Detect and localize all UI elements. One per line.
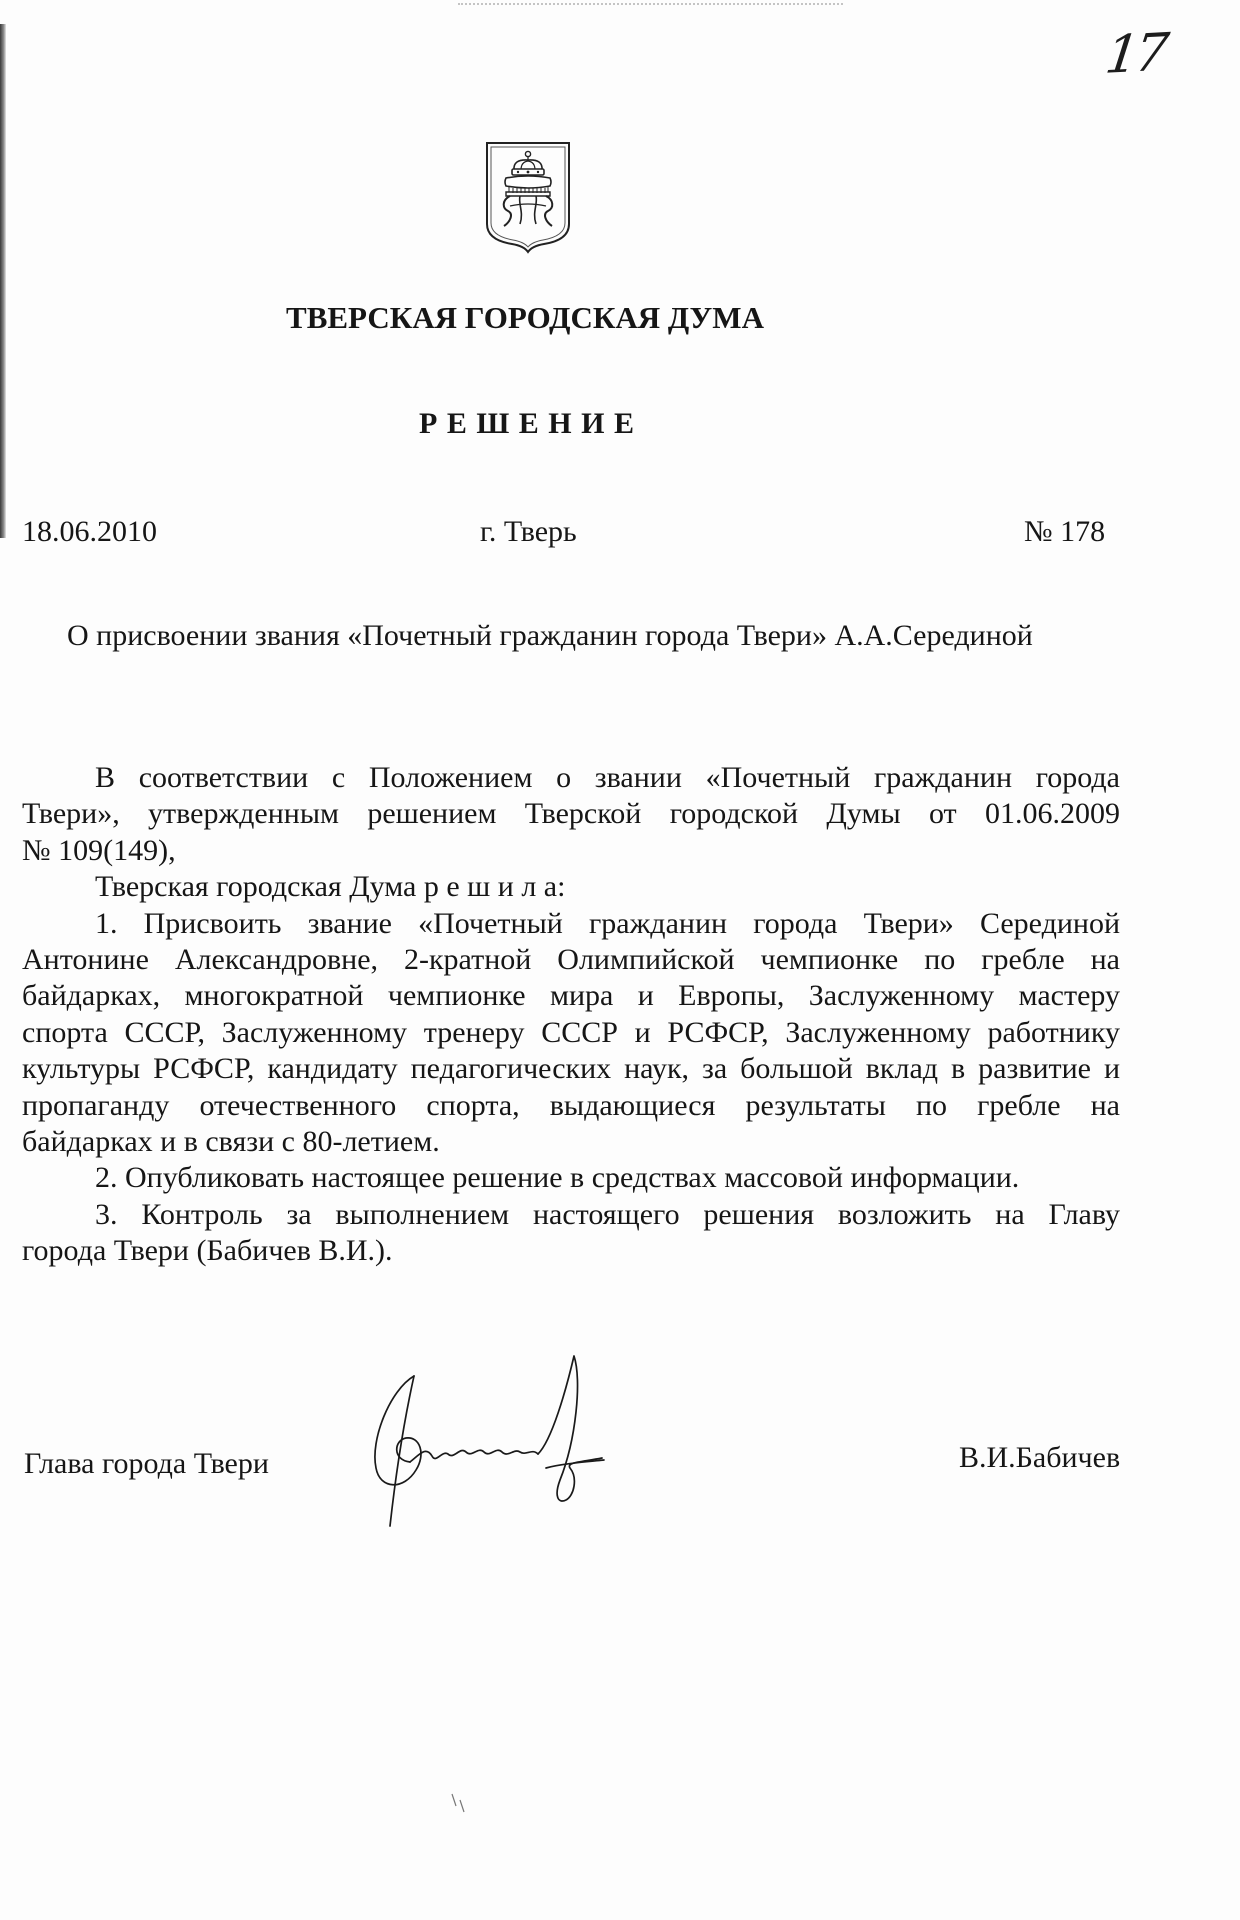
document-date: 18.06.2010 [22,515,157,548]
text-line: пропаганду отечественного спорта, выдающиеся результаты по гребле на [22,1088,1120,1122]
text-line: байдарках, многократной чемпионке мира и Европы, Заслуженному мастеру [22,979,1120,1013]
scan-edge-shadow [0,24,6,538]
text-line: города Твери (Бабичев В.И.). [22,1234,393,1268]
text-line: Антонине Александровне, 2-кратной Олимпийской чемпионке по гребле на [22,942,1120,976]
signatory-name: В.И.Бабичев [959,1441,1121,1474]
text-line: Тверская городская Дума р е ш и л а: [95,870,566,904]
document-title: О присвоении звания «Почетный гражданин города Твери» А.А.Серединой [67,619,1033,652]
signatory-position: Глава города Твери [24,1447,269,1480]
handwritten-signature-icon [370,1350,610,1532]
body-paragraph-resolution [22,869,1120,905]
text-line: спорта СССР, Заслуженному тренеру СССР и РСФСР, Заслуженному работнику [22,1015,1120,1049]
text-line: № 109(149), [22,833,176,867]
text-line: В соответствии с Положением о звании «Почетный гражданин города [95,761,1120,794]
document-place: г. Тверь [480,515,577,548]
scan-top-marks [458,3,843,5]
handwritten-page-number: 17 [1102,22,1169,86]
decision-body [22,760,1120,1269]
body-paragraph-item-3 [22,1197,1120,1270]
body-paragraph-preamble [22,760,1120,869]
text-line: 1. Присвоить звание «Почетный гражданин города Твери» Серединой [95,906,1120,940]
coat-of-arms-icon [484,140,572,254]
document-type: Р Е Ш Е Н И Е [419,407,635,440]
body-paragraph-item-2 [22,1160,1120,1196]
text-line: культуры РСФСР, кандидату педагогических наук, за большой вклад в развитие и [22,1052,1120,1086]
text-line: байдарках и в связи с 80-летием. [22,1124,440,1158]
document-number: № 178 [1024,515,1106,548]
text-line: Твери», утвержденным решением Тверской городской Думы от 01.06.2009 [22,797,1120,831]
body-paragraph-item-1 [22,906,1120,1161]
organization-name: ТВЕРСКАЯ ГОРОДСКАЯ ДУМА [286,300,764,335]
text-line: 2. Опубликовать настоящее решение в средствах массовой информации. [95,1161,1020,1195]
text-line: 3. Контроль за выполнением настоящего решения возложить на Главу [95,1197,1120,1231]
scan-mark [448,1790,472,1820]
